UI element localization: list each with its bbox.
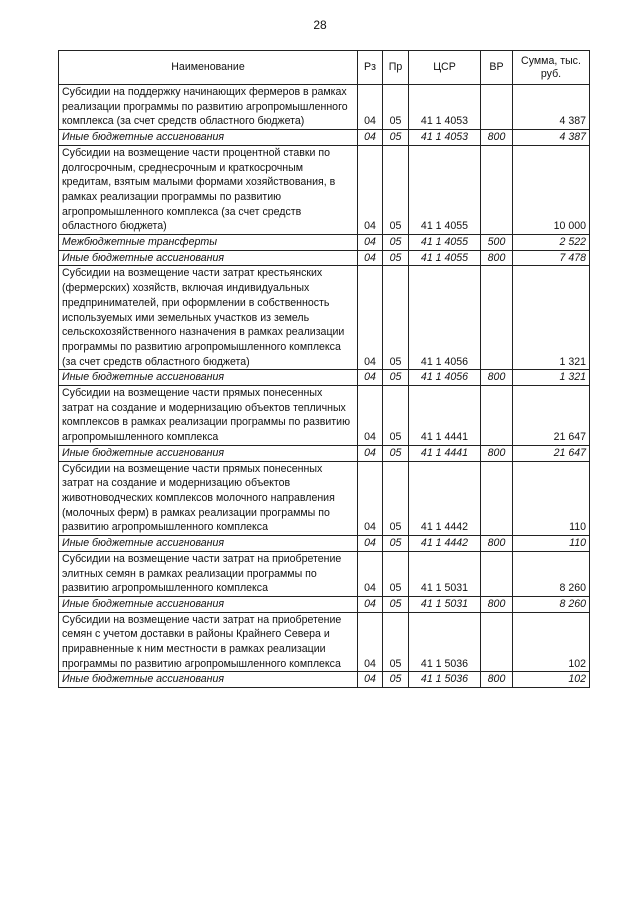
cell-csr: 41 1 4053 bbox=[409, 85, 481, 130]
cell-pr: 05 bbox=[383, 612, 409, 672]
header-name: Наименование bbox=[59, 51, 358, 85]
cell-name: Иные бюджетные ассигнования bbox=[59, 445, 358, 461]
table-row bbox=[59, 672, 590, 688]
cell-name: Субсидии на поддержку начинающих фермеров в рамках реализации программы по развитию агропромышленного комплекса (за счет средств областного бюджета) bbox=[59, 85, 358, 130]
table-row bbox=[59, 445, 590, 461]
cell-vr: 800 bbox=[481, 370, 513, 386]
cell-csr: 41 1 5031 bbox=[409, 596, 481, 612]
cell-sum: 8 260 bbox=[513, 596, 590, 612]
cell-rz: 04 bbox=[358, 266, 383, 370]
cell-rz: 04 bbox=[358, 370, 383, 386]
cell-pr: 05 bbox=[383, 130, 409, 146]
cell-csr: 41 1 4055 bbox=[409, 145, 481, 234]
table-row bbox=[59, 85, 590, 130]
cell-vr bbox=[481, 551, 513, 596]
table-row bbox=[59, 266, 590, 370]
table-row bbox=[59, 145, 590, 234]
cell-pr: 05 bbox=[383, 445, 409, 461]
cell-rz: 04 bbox=[358, 596, 383, 612]
cell-sum: 4 387 bbox=[513, 85, 590, 130]
cell-name: Субсидии на возмещение части процентной ставки по долгосрочным, среднесрочным и краткосрочным кредитам, взятым малыми формами хозяйствования, в рамках реализации программы по развитию агропромышленного комплекса (за счет средств областного бюджета) bbox=[59, 145, 358, 234]
table-row bbox=[59, 536, 590, 552]
cell-rz: 04 bbox=[358, 235, 383, 251]
cell-csr: 41 1 4441 bbox=[409, 445, 481, 461]
cell-vr bbox=[481, 145, 513, 234]
cell-csr: 41 1 4056 bbox=[409, 266, 481, 370]
header-vr: ВР bbox=[481, 51, 513, 85]
cell-rz: 04 bbox=[358, 612, 383, 672]
header-rz: Рз bbox=[358, 51, 383, 85]
cell-vr: 800 bbox=[481, 445, 513, 461]
cell-vr bbox=[481, 461, 513, 536]
cell-vr bbox=[481, 386, 513, 446]
cell-pr: 05 bbox=[383, 250, 409, 266]
table-row bbox=[59, 596, 590, 612]
table-row bbox=[59, 250, 590, 266]
cell-name: Иные бюджетные ассигнования bbox=[59, 596, 358, 612]
cell-rz: 04 bbox=[358, 551, 383, 596]
cell-name: Иные бюджетные ассигнования bbox=[59, 672, 358, 688]
cell-rz: 04 bbox=[358, 85, 383, 130]
table-row bbox=[59, 612, 590, 672]
cell-rz: 04 bbox=[358, 250, 383, 266]
cell-sum: 2 522 bbox=[513, 235, 590, 251]
cell-name: Субсидии на возмещение части прямых понесенных затрат на создание и модернизацию объектов тепличных комплексов в рамках реализации программы по развитию агропромышленного комплекса bbox=[59, 386, 358, 446]
cell-pr: 05 bbox=[383, 596, 409, 612]
table-row bbox=[59, 551, 590, 596]
cell-name: Иные бюджетные ассигнования bbox=[59, 536, 358, 552]
cell-csr: 41 1 4055 bbox=[409, 235, 481, 251]
cell-vr: 500 bbox=[481, 235, 513, 251]
budget-table bbox=[58, 50, 590, 688]
cell-name: Межбюджетные трансферты bbox=[59, 235, 358, 251]
cell-csr: 41 1 4056 bbox=[409, 370, 481, 386]
cell-sum: 102 bbox=[513, 612, 590, 672]
cell-csr: 41 1 5036 bbox=[409, 612, 481, 672]
cell-sum: 110 bbox=[513, 461, 590, 536]
header-sum: Сумма, тыс. руб. bbox=[513, 51, 590, 85]
table-body bbox=[59, 85, 590, 688]
cell-sum: 21 647 bbox=[513, 386, 590, 446]
cell-pr: 05 bbox=[383, 461, 409, 536]
cell-pr: 05 bbox=[383, 370, 409, 386]
cell-rz: 04 bbox=[358, 536, 383, 552]
cell-pr: 05 bbox=[383, 235, 409, 251]
cell-vr bbox=[481, 266, 513, 370]
header-csr: ЦСР bbox=[409, 51, 481, 85]
cell-csr: 41 1 4055 bbox=[409, 250, 481, 266]
cell-name: Иные бюджетные ассигнования bbox=[59, 130, 358, 146]
cell-csr: 41 1 4442 bbox=[409, 536, 481, 552]
cell-rz: 04 bbox=[358, 672, 383, 688]
cell-sum: 1 321 bbox=[513, 266, 590, 370]
table-row bbox=[59, 130, 590, 146]
header-pr: Пр bbox=[383, 51, 409, 85]
cell-pr: 05 bbox=[383, 145, 409, 234]
cell-vr bbox=[481, 85, 513, 130]
cell-csr: 41 1 4053 bbox=[409, 130, 481, 146]
cell-rz: 04 bbox=[358, 461, 383, 536]
cell-csr: 41 1 5031 bbox=[409, 551, 481, 596]
table-row bbox=[59, 370, 590, 386]
cell-vr: 800 bbox=[481, 250, 513, 266]
cell-name: Субсидии на возмещение части затрат на приобретение семян с учетом доставки в районы Крайнего Севера и приравненные к ним местности в рамках реализации программы по развитию агропромышленного комплекса bbox=[59, 612, 358, 672]
cell-csr: 41 1 5036 bbox=[409, 672, 481, 688]
cell-name: Субсидии на возмещение части затрат на приобретение элитных семян в рамках реализации программы по развитию агропромышленного комплекса bbox=[59, 551, 358, 596]
cell-name: Субсидии на возмещение части прямых понесенных затрат на создание и модернизацию объектов животноводческих комплексов молочного направления (молочных ферм) в рамках реализации программы по развитию агропромышленного комплекса bbox=[59, 461, 358, 536]
cell-vr: 800 bbox=[481, 536, 513, 552]
cell-rz: 04 bbox=[358, 386, 383, 446]
cell-sum: 1 321 bbox=[513, 370, 590, 386]
cell-pr: 05 bbox=[383, 672, 409, 688]
cell-sum: 10 000 bbox=[513, 145, 590, 234]
cell-pr: 05 bbox=[383, 386, 409, 446]
cell-sum: 110 bbox=[513, 536, 590, 552]
cell-sum: 21 647 bbox=[513, 445, 590, 461]
cell-sum: 8 260 bbox=[513, 551, 590, 596]
cell-vr: 800 bbox=[481, 130, 513, 146]
cell-rz: 04 bbox=[358, 130, 383, 146]
cell-pr: 05 bbox=[383, 551, 409, 596]
cell-vr: 800 bbox=[481, 596, 513, 612]
cell-name: Иные бюджетные ассигнования bbox=[59, 250, 358, 266]
cell-csr: 41 1 4441 bbox=[409, 386, 481, 446]
cell-rz: 04 bbox=[358, 145, 383, 234]
table-row bbox=[59, 386, 590, 446]
cell-csr: 41 1 4442 bbox=[409, 461, 481, 536]
cell-pr: 05 bbox=[383, 266, 409, 370]
cell-sum: 102 bbox=[513, 672, 590, 688]
cell-vr bbox=[481, 612, 513, 672]
cell-vr: 800 bbox=[481, 672, 513, 688]
cell-name: Иные бюджетные ассигнования bbox=[59, 370, 358, 386]
cell-sum: 4 387 bbox=[513, 130, 590, 146]
cell-pr: 05 bbox=[383, 536, 409, 552]
cell-pr: 05 bbox=[383, 85, 409, 130]
table-row bbox=[59, 235, 590, 251]
table-row bbox=[59, 461, 590, 536]
table-header-row bbox=[59, 51, 590, 85]
page-number: 28 bbox=[313, 18, 327, 32]
cell-name: Субсидии на возмещение части затрат крестьянских (фермерских) хозяйств, включая индивидуальных предпринимателей, при оформлении в собственность используемых ими земельных участков из земель сельскохозяйственного назначения в рамках реализации программы по развитию агропромышленного комплекса (за счет средств областного бюджета) bbox=[59, 266, 358, 370]
cell-rz: 04 bbox=[358, 445, 383, 461]
cell-sum: 7 478 bbox=[513, 250, 590, 266]
